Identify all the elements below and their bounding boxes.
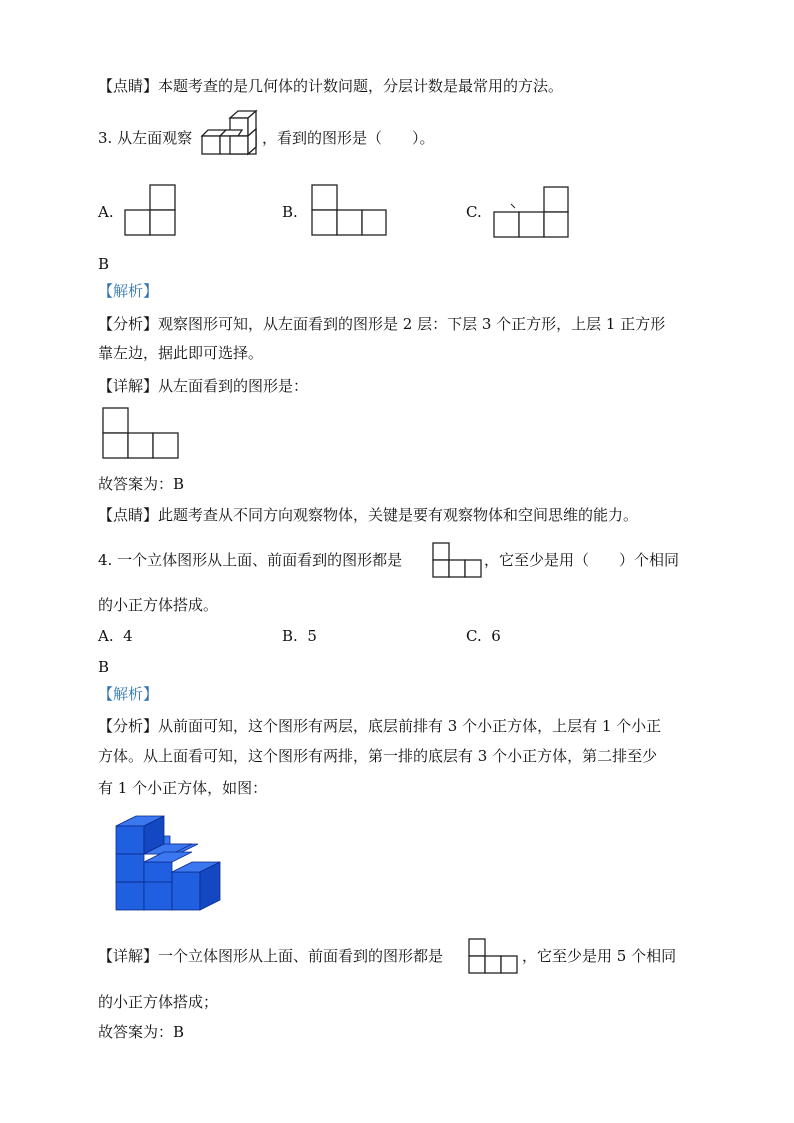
q4-stem-figure <box>432 542 482 578</box>
q3-detail: 【详解】从左面看到的图形是： <box>98 377 309 395</box>
q4-option-c <box>466 626 501 646</box>
q4-stem-prefix: 4. 一个立体图形从上面、前面看到的图形都是 <box>98 551 403 569</box>
q3-stem-suffix: ，看到的图形是（ ）。 <box>262 129 435 147</box>
q3-comment: 【点睛】此题考查从不同方向观察物体，关键是要有观察物体和空间思维的能力。 <box>98 506 639 524</box>
q4-analysis-line3: 有 1 个小正方体，如图： <box>98 779 268 797</box>
q3-option-a-label: A. <box>98 203 114 221</box>
q3-conclusion: 故答案为：B <box>98 475 185 493</box>
q4-detail-figure <box>468 938 518 974</box>
q4-stem-suffix: ，它至少是用（ ）个相同 <box>484 551 680 569</box>
q4-option-c-label: C. <box>466 627 482 645</box>
q4-option-b <box>282 626 317 646</box>
q4-option-a <box>98 626 133 646</box>
q4-option-a-label: A. <box>98 627 114 645</box>
q3-solid-figure <box>200 108 270 166</box>
q4-answer: B <box>98 658 110 676</box>
q3-option-c-label: C. <box>466 203 482 221</box>
q4-cube-figure <box>112 814 234 914</box>
q4-analysis-line2: 方体。从上面看可知，这个图形有两排，第一排的底层有 3 个小正方体，第二排至少 <box>98 747 658 765</box>
q3-analysis-line2: 靠左边，据此即可选择。 <box>98 344 264 362</box>
q4-option-c-value: 6 <box>491 627 501 645</box>
q4-detail-prefix: 【详解】一个立体图形从上面、前面看到的图形都是 <box>98 947 444 965</box>
q4-analysis-line1: 【分析】从前面可知，这个图形有两层，底层前排有 3 个小正方体，上层有 1 个小正 <box>98 717 662 735</box>
q3-detail-figure <box>102 407 180 459</box>
q2-comment: 【点睛】本题考查的是几何体的计数问题，分层计数是最常用的方法。 <box>98 77 564 95</box>
q4-stem-line2: 的小正方体搭成。 <box>98 596 219 614</box>
q3-option-c-figure <box>493 186 569 238</box>
q3-stem-prefix: 3. 从左面观察 <box>98 129 193 147</box>
q4-analysis-heading: 【解析】 <box>98 685 159 703</box>
q3-option-a-figure <box>124 184 176 236</box>
q4-option-b-value: 5 <box>307 627 317 645</box>
q3-analysis-heading: 【解析】 <box>98 282 159 300</box>
q3-option-b-label: B. <box>282 203 298 221</box>
q4-option-a-value: 4 <box>123 627 133 645</box>
q4-detail-suffix: ，它至少是用 5 个相同 <box>522 947 677 965</box>
q4-conclusion: 故答案为：B <box>98 1023 185 1041</box>
q3-analysis-line1: 【分析】观察图形可知，从左面看到的图形是 2 层：下层 3 个正方形，上层 1 正方形 <box>98 315 666 333</box>
q4-option-b-label: B. <box>282 627 298 645</box>
q3-option-b-figure <box>311 184 387 236</box>
q4-detail-line2: 的小正方体搭成； <box>98 993 219 1011</box>
q3-answer: B <box>98 255 110 273</box>
